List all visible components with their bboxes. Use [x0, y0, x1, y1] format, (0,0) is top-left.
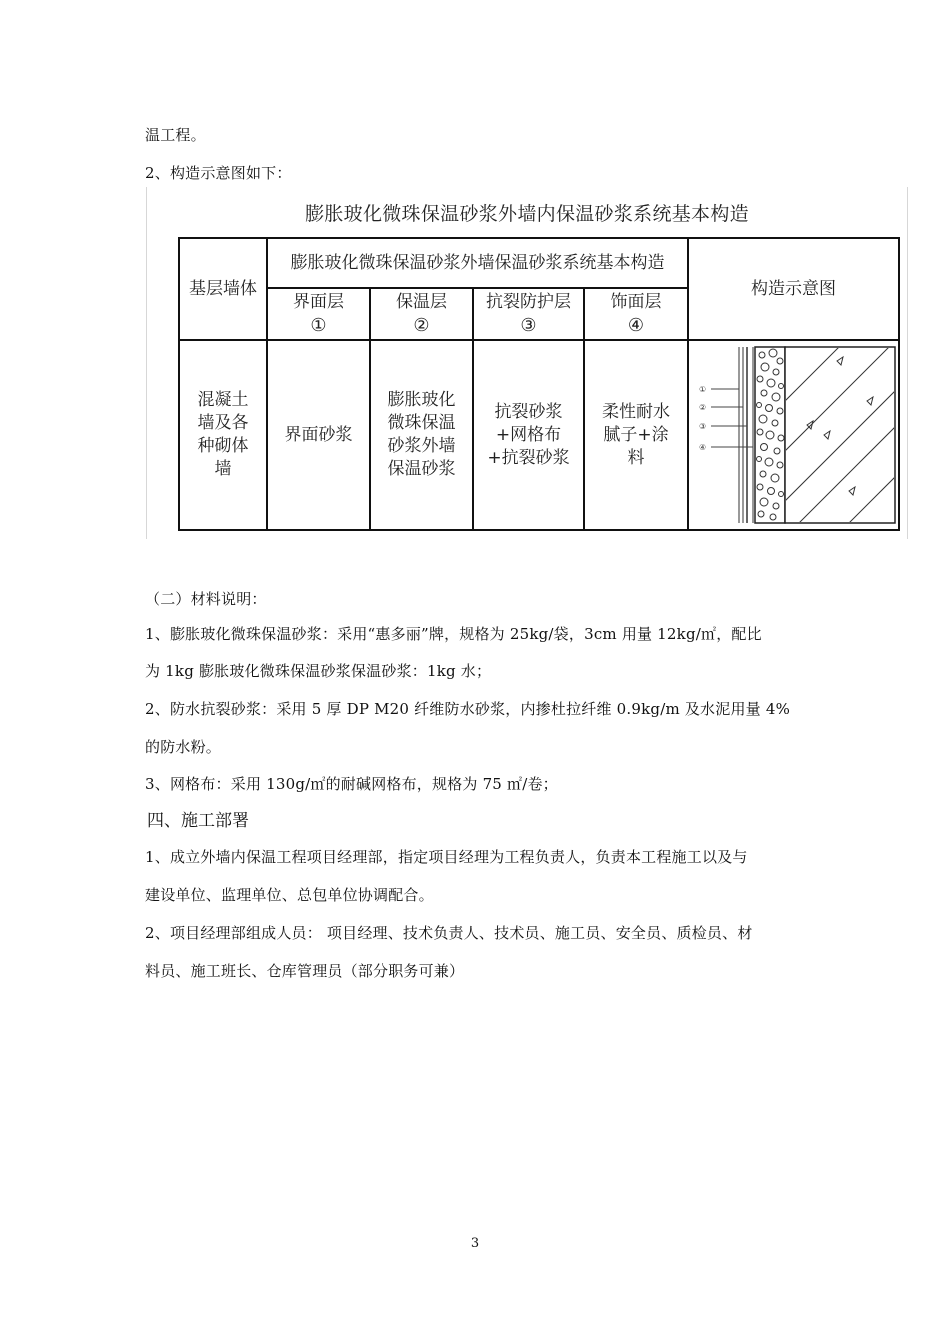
- layer-value: 界面砂浆: [267, 340, 370, 530]
- layer-value: 膨胀玻化微珠保温砂浆外墙保温砂浆: [370, 340, 473, 530]
- figure-title: 膨胀玻化微珠保温砂浆外墙内保温砂浆系统基本构造: [305, 203, 749, 225]
- section4-item2-line1: 2、项目经理部组成人员： 项目经理、技术负责人、技术员、施工员、安全员、质检员、材: [145, 924, 753, 942]
- section4-item1-line1: 1、成立外墙内保温工程项目经理部，指定项目经理为工程负责人，负责本工程施工以及与: [145, 848, 748, 866]
- materials-item2-line2: 的防水粉。: [145, 738, 222, 756]
- construction-figure: [146, 187, 908, 539]
- layer-header: 饰面层 ④: [584, 288, 688, 340]
- layer-value: 柔性耐水腻子+涂料: [584, 340, 688, 530]
- diagram-label: ④: [699, 443, 707, 452]
- diagram-label: ①: [699, 385, 707, 394]
- materials-heading: （二）材料说明：: [145, 590, 267, 608]
- section4-item2-line2: 料员、施工班长、仓库管理员（部分职务可兼）: [145, 962, 465, 980]
- header-system: 膨胀玻化微珠保温砂浆外墙保温砂浆系统基本构造: [267, 238, 688, 288]
- diagram-label: ②: [699, 403, 707, 412]
- materials-item1-line1: 1、膨胀玻化微珠保温砂浆：采用“惠多丽”牌，规格为 25kg/袋，3cm 用量 12kg/㎡，配比: [145, 625, 762, 643]
- continuation-line: 温工程。: [145, 126, 206, 144]
- layer-header: 抗裂防护层 ③: [473, 288, 584, 340]
- layer-header: 保温层 ②: [370, 288, 473, 340]
- materials-item2-line1: 2、防水抗裂砂浆：采用 5 厚 DP M20 纤维防水砂浆，内掺杜拉纤维 0.9kg/m 及水泥用量 4%: [145, 700, 791, 718]
- construction-table: [178, 237, 900, 531]
- layer-value: 抗裂砂浆+网格布+抗裂砂浆: [473, 340, 584, 530]
- layer-header: 界面层 ①: [267, 288, 370, 340]
- materials-item3: 3、网格布：采用 130g/㎡的耐碱网格布，规格为 75 ㎡/卷；: [145, 775, 558, 793]
- construction-diagram: [688, 340, 899, 530]
- header-diagram: 构造示意图: [688, 238, 899, 340]
- materials-item1-line2: 为 1kg 膨胀玻化微珠保温砂浆保温砂浆：1kg 水；: [145, 662, 492, 680]
- figure-intro: 2、构造示意图如下：: [145, 164, 292, 182]
- header-base-wall: 基层墙体: [179, 238, 267, 340]
- section4-heading: 四、施工部署: [147, 811, 249, 831]
- diagram-label: ③: [699, 422, 707, 431]
- base-wall-value: 混凝土墙及各种砌体墙: [179, 340, 267, 530]
- section4-item1-line2: 建设单位、监理单位、总包单位协调配合。: [145, 886, 434, 904]
- page-number: 3: [470, 1236, 480, 1251]
